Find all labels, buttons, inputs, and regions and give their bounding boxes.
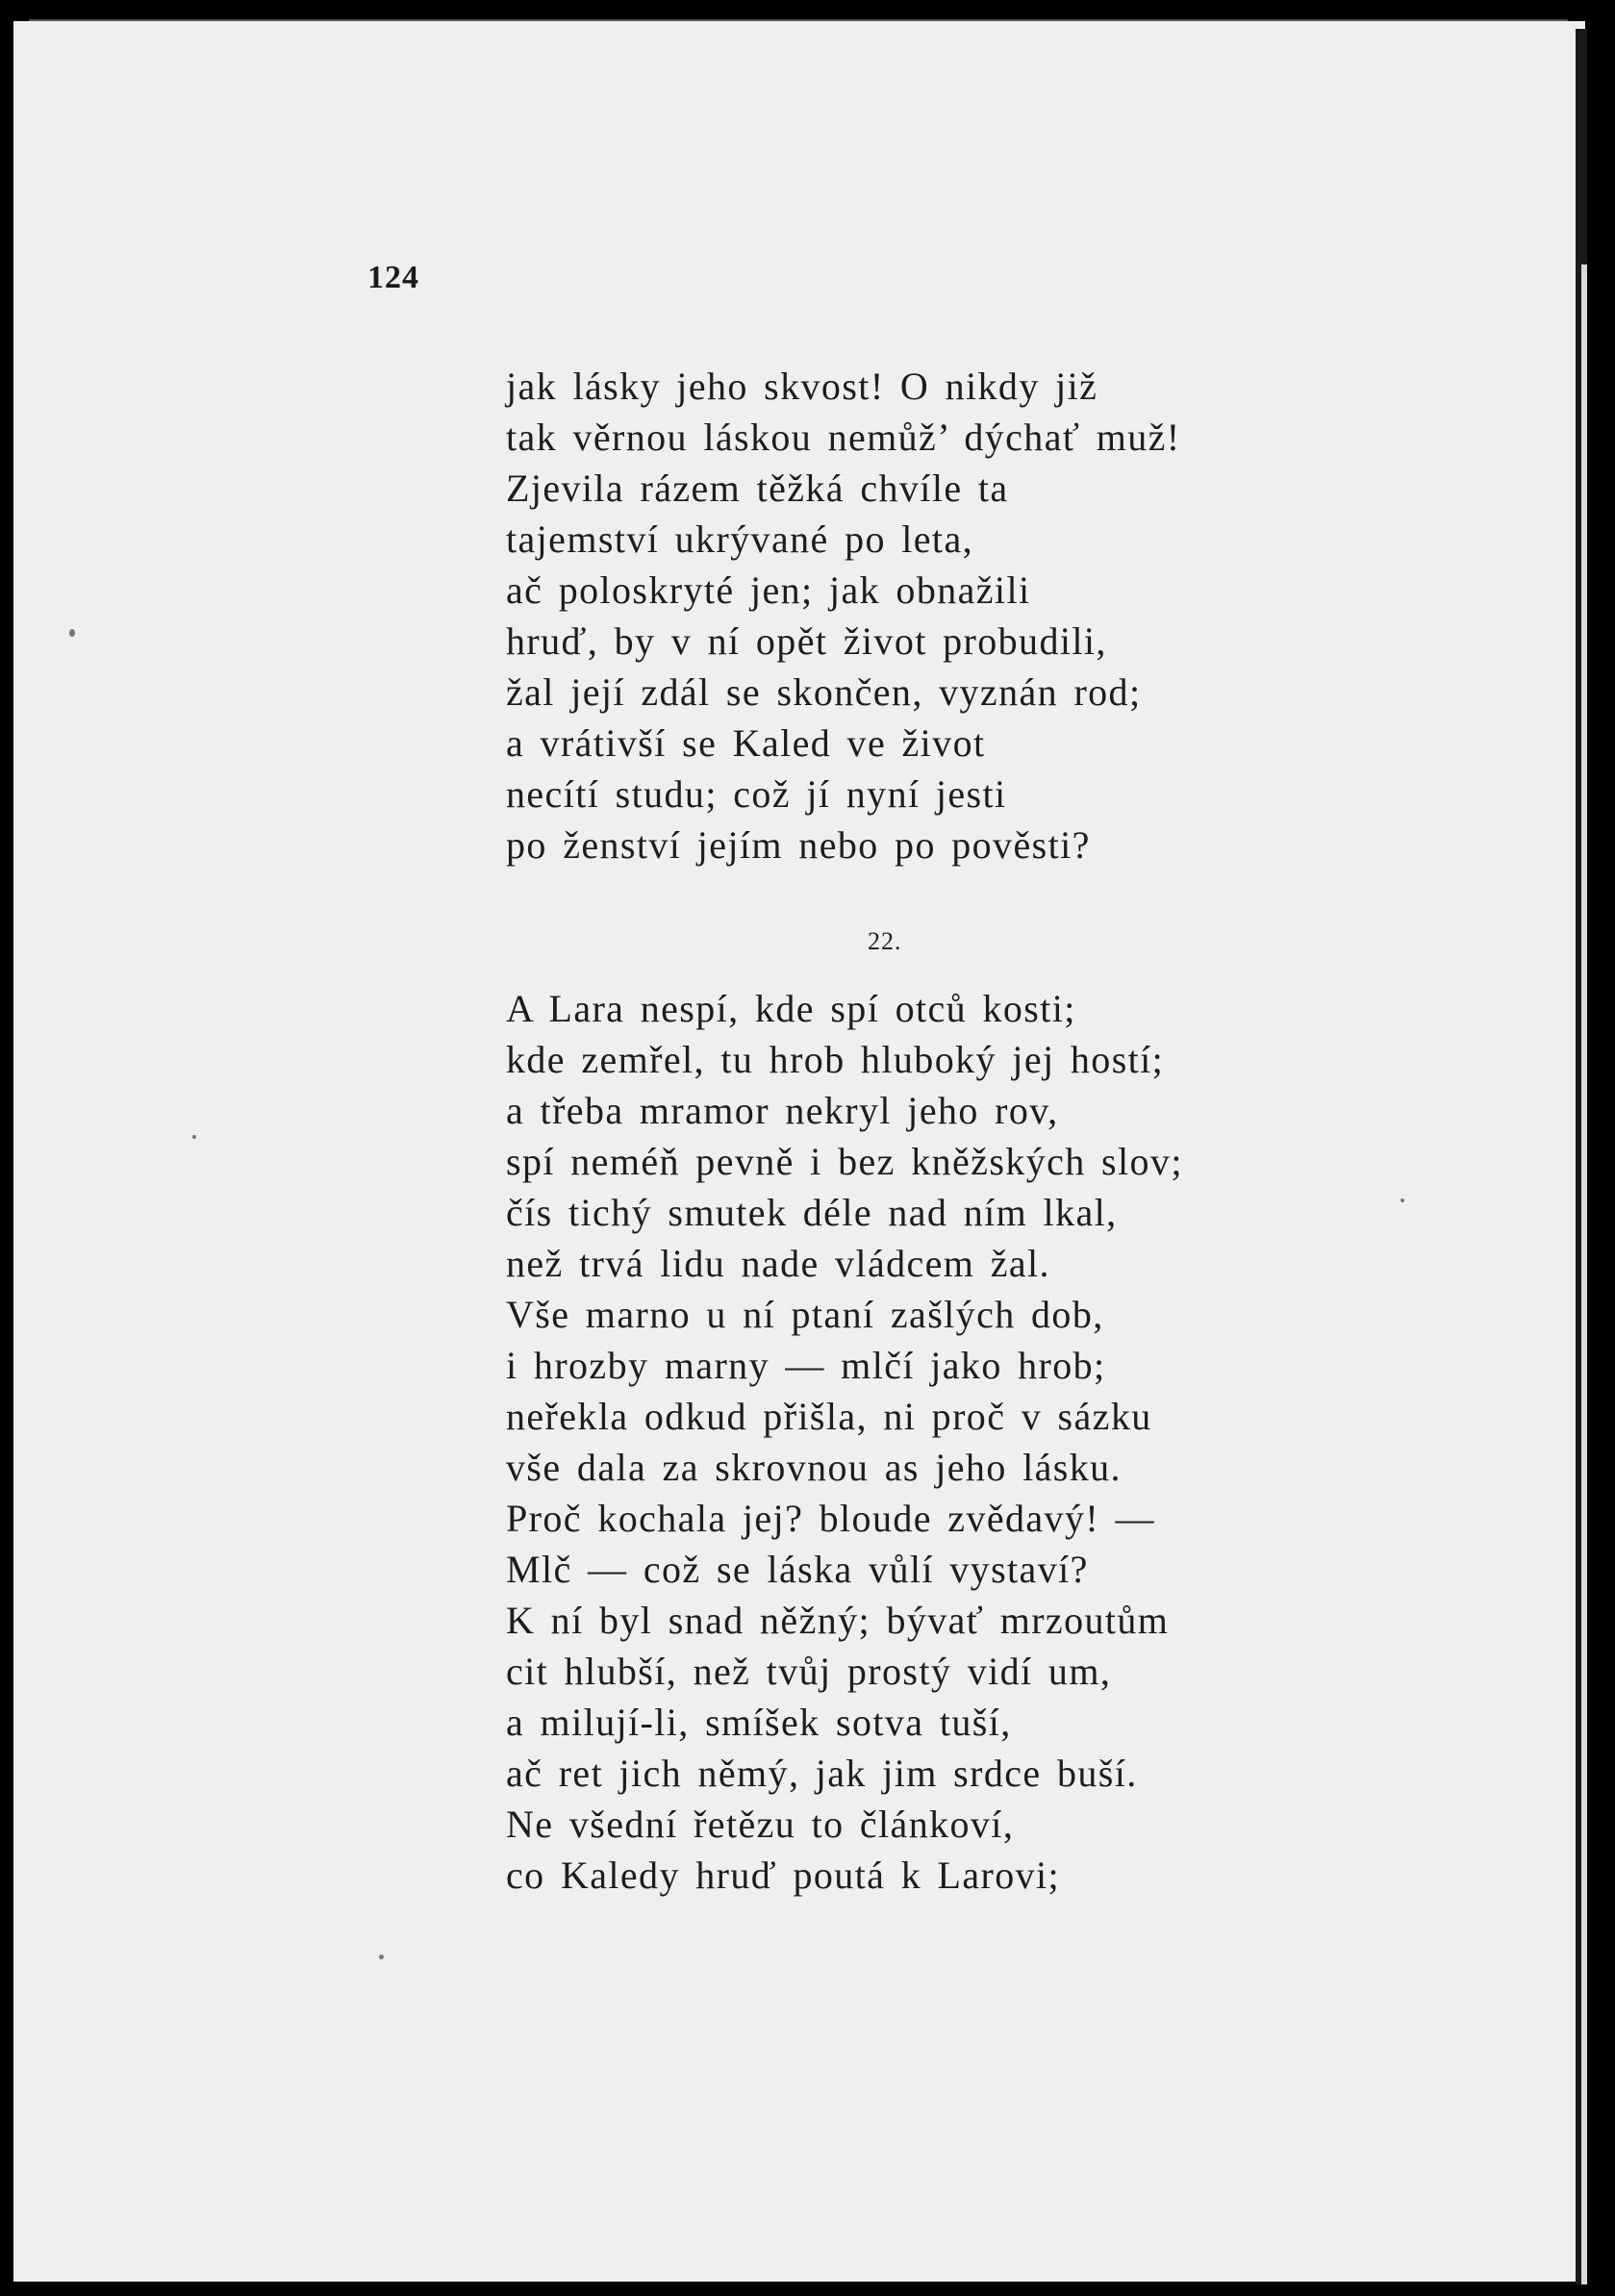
verse-line: cit hlubší, než tvůj prostý vidí um, [506,1650,1112,1693]
scan-speck [192,1135,196,1139]
verse-line: hruď, by v ní opět život probudili, [506,619,1107,663]
verse-line: a třeba mramor nekryl jeho rov, [506,1089,1059,1132]
verse-line: ač ret jich němý, jak jim srdce buší. [506,1752,1138,1795]
verse-line: ač poloskryté jen; jak obnažili [506,568,1031,612]
scan-speck [69,629,75,637]
verse-line: jak lásky jeho skvost! O nikdy již [506,365,1098,408]
scan-speck [379,1955,384,1959]
verse-line: i hrozby marny — mlčí jako hrob; [506,1344,1106,1387]
verse-line: K ní byl snad něžný; bývať mrzoutům [506,1599,1170,1642]
verse-line: co Kaledy hruď poutá k Larovi; [506,1854,1061,1897]
verse-line: tak věrnou láskou nemůž’ dýchať muž! [506,416,1181,459]
verse-line: Proč kochala jej? bloude zvědavý! — [506,1497,1155,1540]
poem-stanza-22 [506,983,1183,1901]
verse-line: Ne všední řetězu to článkoví, [506,1803,1015,1846]
verse-line: po ženství jejím nebo po pověsti? [506,823,1091,867]
verse-line: a milují-li, smíšek sotva tuší, [506,1701,1012,1744]
page-number: 124 [367,260,419,295]
section-number: 22. [868,927,902,955]
poem-stanza-continued [506,361,1181,870]
verse-line: A Lara nespí, kde spí otců kosti; [506,987,1076,1030]
verse-line: neřekla odkud přišla, ni proč v sázku [506,1395,1152,1438]
verse-line: vše dala za skrovnou as jeho lásku. [506,1446,1122,1489]
verse-line: čís tichý smutek déle nad ním lkal, [506,1191,1118,1234]
verse-line: žal její zdál se skončen, vyznán rod; [506,670,1142,714]
verse-line: než trvá lidu nade vládcem žal. [506,1242,1050,1285]
verse-line: Zjevila rázem těžká chvíle ta [506,467,1009,510]
page-edge [1581,265,1587,2284]
verse-line: Vše marno u ní ptaní zašlých dob, [506,1293,1104,1336]
verse-line: Mlč — což se láska vůlí vystaví? [506,1548,1089,1591]
verse-line: kde zemřel, tu hrob hluboký jej hostí; [506,1038,1165,1081]
verse-line: spí neméň pevně i bez kněžských slov; [506,1140,1183,1183]
verse-line: necítí studu; což jí nyní jesti [506,772,1007,816]
paper-sheet [13,21,1585,2282]
verse-line: a vrátivší se Kaled ve život [506,721,986,765]
verse-line: tajemství ukrývané po leta, [506,517,974,561]
scan-speck [1401,1198,1404,1202]
